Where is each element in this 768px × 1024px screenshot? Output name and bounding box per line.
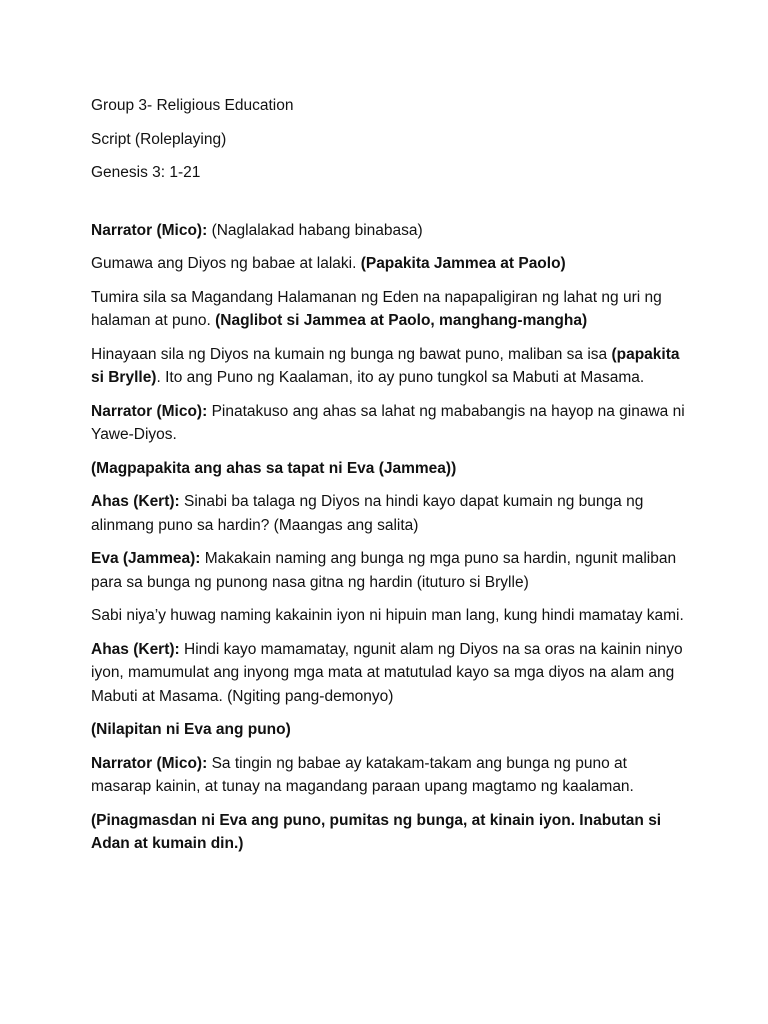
- paragraph-text: Hinayaan sila ng Diyos na kumain ng bunga ng bawat puno, maliban sa isa: [91, 345, 612, 363]
- speaker-label: Ahas (Kert):: [91, 640, 180, 658]
- spacer: [91, 195, 691, 219]
- speaker-label: Ahas (Kert):: [91, 493, 180, 510]
- stage-direction: (Pinagmasdan ni Eva ang puno, pumitas ng bunga, at kinain iyon. Inabutan si Adan at kumain din.): [91, 811, 662, 852]
- paragraph-text: . Ito ang Puno ng Kaalaman, ito ay puno tungkol sa Mabuti at Masama.: [156, 369, 645, 386]
- speaker-label: Narrator (Mico):: [91, 754, 208, 772]
- speaker-label: Eva (Jammea):: [91, 550, 201, 567]
- document-page: [91, 94, 691, 866]
- script-paragraph: [91, 718, 691, 742]
- script-paragraph: [91, 219, 691, 243]
- stage-direction: (papakita si Brylle): [91, 345, 680, 386]
- paragraph-text: Sinabi ba talaga ng Diyos na hindi kayo dapat kumain ng bunga ng alinmang puno sa hardin? (Maangas ang salita): [91, 493, 644, 534]
- script-paragraph: [91, 343, 691, 390]
- paragraph-text: Tumira sila sa Magandang Halamanan ng Eden na napapaligiran ng lahat ng uri ng halaman at puno.: [91, 288, 662, 329]
- script-paragraph: [91, 400, 691, 447]
- script-paragraph: [91, 457, 691, 481]
- scripture-reference: Genesis 3: 1-21: [91, 164, 201, 181]
- script-paragraph: [91, 604, 691, 628]
- script-heading: Script (Roleplaying): [91, 130, 227, 148]
- script-paragraph: [91, 252, 691, 276]
- script-paragraph: [91, 286, 691, 333]
- script-paragraph: [91, 547, 691, 594]
- script-paragraph: [91, 809, 691, 856]
- stage-direction: (Magpapakita ang ahas sa tapat ni Eva (Jammea)): [91, 459, 457, 477]
- script-paragraph: [91, 752, 691, 799]
- paragraph-text: Sabi niya’y huwag naming kakainin iyon ni hipuin man lang, kung hindi mamatay kami.: [91, 607, 684, 624]
- paragraph-text: Pinatakuso ang ahas sa lahat ng mababangis na hayop na ginawa ni Yawe-Diyos.: [91, 402, 685, 443]
- script-paragraph: [91, 490, 691, 537]
- paragraph-text: Makakain naming ang bunga ng mga puno sa hardin, ngunit maliban para sa bunga ng punong nasa gitna ng hardin (ituturo si Brylle): [91, 550, 677, 591]
- paragraph-text: Hindi kayo mamamatay, ngunit alam ng Diyos na sa oras na kainin ninyo iyon, mamumulat ang inyong mga mata at matutulad kayo sa mga diyos na alam ang Mabuti at Masama. (Ngiting pang-demonyo): [91, 640, 683, 705]
- paragraph-text: (Naglalakad habang binabasa): [207, 221, 423, 239]
- stage-direction: (Naglibot si Jammea at Paolo, manghang-mangha): [215, 312, 588, 329]
- speaker-label: Narrator (Mico):: [91, 221, 208, 239]
- paragraph-text: Sa tingin ng babae ay katakam-takam ang bunga ng puno at masarap kainin, at tunay na magandang paraan upang magtamo ng kaalaman.: [91, 754, 634, 795]
- script-paragraph: [91, 638, 691, 709]
- group-heading: Group 3- Religious Education: [91, 97, 294, 114]
- stage-direction: (Papakita Jammea at Paolo): [360, 255, 566, 272]
- stage-direction: (Nilapitan ni Eva ang puno): [91, 721, 291, 738]
- paragraph-text: Gumawa ang Diyos ng babae at lalaki.: [91, 255, 361, 272]
- speaker-label: Narrator (Mico):: [91, 402, 208, 420]
